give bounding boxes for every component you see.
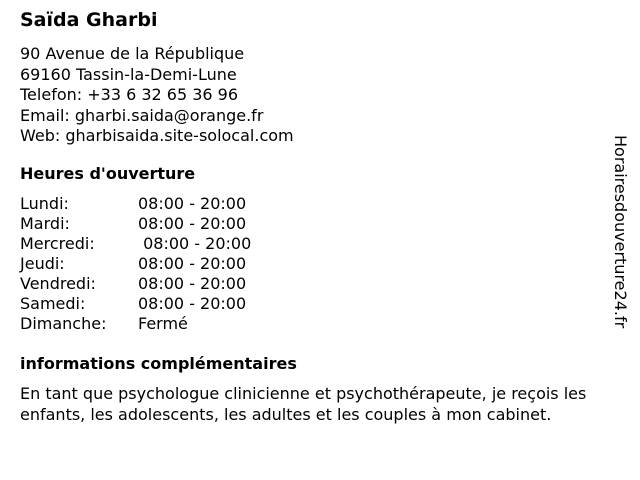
hours-time: 08:00 - 20:00	[138, 194, 247, 213]
info-line: En tant que psychologue clinicienne et psychothérapeute, je reçois les	[20, 384, 587, 403]
business-name: Saïda Gharbi	[20, 9, 158, 31]
hours-row	[20, 254, 251, 274]
hours-day: Jeudi:	[20, 254, 65, 273]
info-line: enfants, les adolescents, les adultes et les couples à mon cabinet.	[20, 404, 552, 424]
hours-time: Fermé	[138, 314, 188, 333]
hours-row	[20, 214, 251, 234]
hours-time: 08:00 - 20:00	[138, 234, 252, 253]
email-address[interactable]: Email: gharbi.saida@orange.fr	[20, 105, 264, 125]
hours-time: 08:00 - 20:00	[138, 294, 247, 313]
hours-heading: Heures d'ouverture	[20, 164, 196, 183]
hours-time: 08:00 - 20:00	[138, 214, 247, 233]
site-watermark: Horairesdouverture24.fr	[611, 135, 630, 329]
address-street: 90 Avenue de la République	[20, 44, 245, 63]
website-link[interactable]: Web: gharbisaida.site-solocal.com	[20, 126, 294, 145]
hours-row	[20, 274, 251, 294]
hours-day: Lundi:	[20, 194, 69, 213]
hours-day: Samedi:	[20, 294, 86, 313]
hours-time: 08:00 - 20:00	[138, 254, 247, 273]
phone-number[interactable]: Telefon: +33 6 32 65 36 96	[20, 85, 239, 104]
hours-day: Vendredi:	[20, 274, 96, 293]
hours-day: Mardi:	[20, 214, 70, 233]
info-description	[20, 384, 640, 425]
hours-time: 08:00 - 20:00	[138, 274, 247, 293]
hours-day: Mercredi:	[20, 234, 95, 253]
info-heading: informations complémentaires	[20, 354, 297, 373]
hours-day: Dimanche:	[20, 314, 107, 333]
address-city: 69160 Tassin-la-Demi-Lune	[20, 64, 237, 84]
hours-row	[20, 234, 251, 254]
opening-hours-table	[20, 194, 251, 334]
hours-row	[20, 194, 251, 214]
hours-row	[20, 294, 251, 314]
contact-details	[20, 44, 294, 147]
hours-row	[20, 314, 251, 334]
